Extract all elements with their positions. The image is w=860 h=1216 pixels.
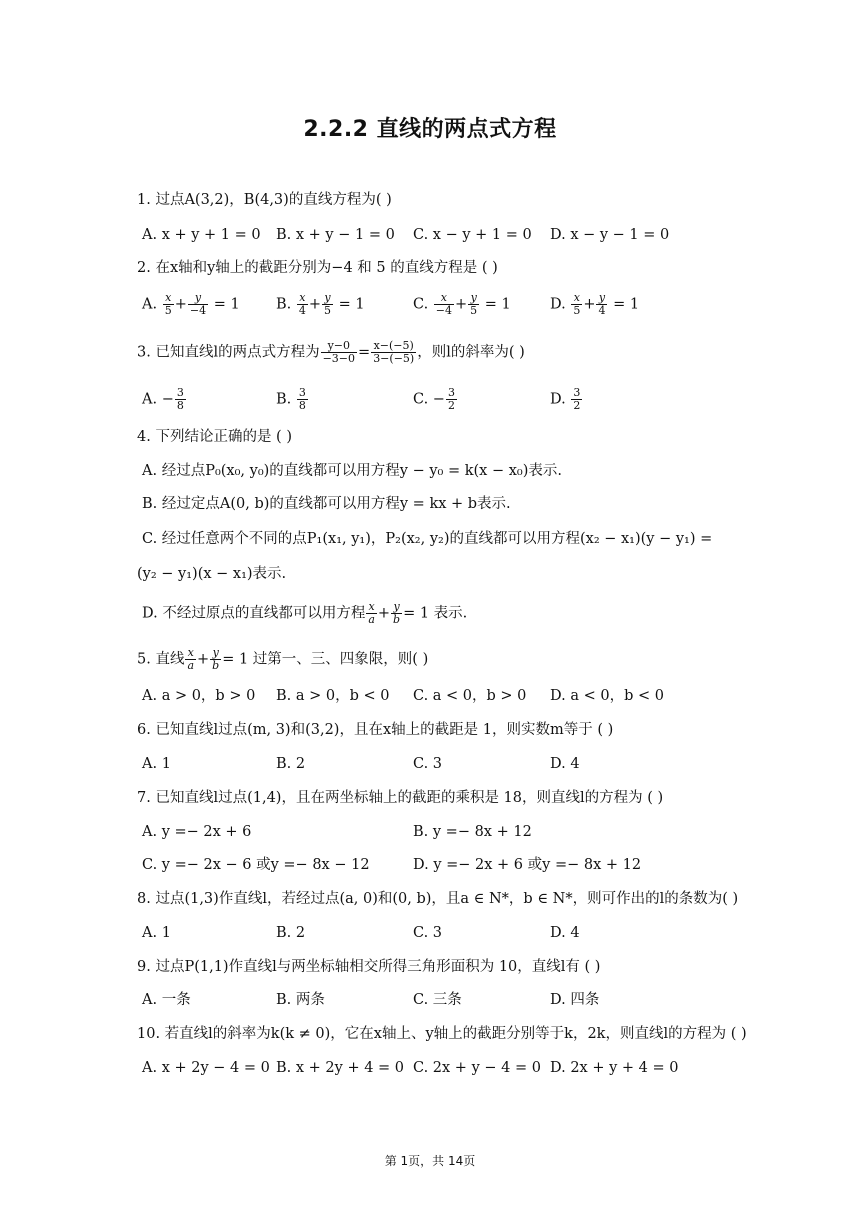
question-8-stem: 8. 过点(1,3)作直线l，若经过点(a, 0)和(0, b)，且a ∈ N*，b ∈ N*，则可作出的l的条数为( ) (137, 891, 739, 907)
q9-option-b: B. 两条 (276, 992, 325, 1008)
q2-option-d: D. $\frac{x}{5}$ + $\frac{y}{4}$ = 1 (550, 291, 640, 317)
question-7-stem: 7. 已知直线l过点(1,4)，且在两坐标轴上的截距的乘积是 18，则直线l的方程为 ( ) (137, 790, 664, 806)
q10-option-a: A. x + 2y − 4 = 0 (142, 1060, 270, 1076)
q4-option-c-line1: C. 经过任意两个不同的点P₁(x₁, y₁)，P₂(x₂, y₂)的直线都可以用方程(x₂ − x₁)(y − y₁) = (142, 531, 713, 547)
q8-option-a: A. 1 (142, 925, 171, 941)
q5-option-a: A. a > 0，b > 0 (142, 688, 256, 704)
question-3-stem: 3. 已知直线l的两点式方程为 $\frac{y-0}{-3-0}$ = $\frac{x-(-5)}{3-(-5)}$ ，则l的斜率为( ) (137, 339, 525, 365)
q4-option-d: D. 不经过原点的直线都可以用方程 $\frac{x}{a}$ + $\frac{y}{b}$ = 1 表示. (142, 600, 468, 626)
q5-option-c: C. a < 0，b > 0 (413, 688, 527, 704)
q6-option-c: C. 3 (413, 756, 443, 772)
q1-option-a: A. x + y + 1 = 0 (142, 227, 261, 243)
question-9-stem: 9. 过点P(1,1)作直线l与两坐标轴相交所得三角形面积为 10，直线l有 ( ) (137, 959, 601, 975)
question-4-stem: 4. 下列结论正确的是 ( ) (137, 429, 292, 445)
q1-option-b: B. x + y − 1 = 0 (276, 227, 395, 243)
q1-option-c: C. x − y + 1 = 0 (413, 227, 532, 243)
q7-option-a: A. y =− 2x + 6 (142, 824, 252, 840)
q6-option-a: A. 1 (142, 756, 171, 772)
q10-option-d: D. 2x + y + 4 = 0 (550, 1060, 679, 1076)
q10-option-b: B. x + 2y + 4 = 0 (276, 1060, 405, 1076)
q7-option-b: B. y =− 8x + 12 (413, 824, 532, 840)
q6-option-b: B. 2 (276, 756, 306, 772)
page-footer: 第 1页，共 14页 (384, 1154, 476, 1168)
q10-option-c: C. 2x + y − 4 = 0 (413, 1060, 541, 1076)
q2-option-c: C. $\frac{x}{-4}$ + $\frac{y}{5}$ = 1 (413, 291, 511, 317)
q5-option-d: D. a < 0，b < 0 (550, 688, 664, 704)
q4-option-a: A. 经过点P₀(x₀, y₀)的直线都可以用方程y − y₀ = k(x − x₀)表示. (142, 463, 562, 479)
q8-option-c: C. 3 (413, 925, 443, 941)
q9-option-c: C. 三条 (413, 992, 462, 1008)
q3-option-b: B. $\frac{3}{8}$ (276, 386, 306, 412)
question-6-stem: 6. 已知直线l过点(m, 3)和(3,2)，且在x轴上的截距是 1，则实数m等于 ( ) (137, 722, 614, 738)
page-title: 2.2.2 直线的两点式方程 (303, 117, 557, 142)
q7-option-c: C. y =− 2x − 6 或y =− 8x − 12 (142, 857, 370, 873)
q1-option-d: D. x − y − 1 = 0 (550, 227, 670, 243)
q3-option-d: D. $\frac{3}{2}$ (550, 386, 581, 412)
q6-option-d: D. 4 (550, 756, 580, 772)
q8-option-b: B. 2 (276, 925, 306, 941)
q3-option-a: A. − $\frac{3}{8}$ (142, 386, 184, 412)
question-2-stem: 2. 在x轴和y轴上的截距分别为−4 和 5 的直线方程是 ( ) (137, 260, 498, 276)
question-10-stem: 10. 若直线l的斜率为k(k ≠ 0)，它在x轴上、y轴上的截距分别等于k，2k，则直线l的方程为 ( ) (137, 1026, 747, 1042)
q9-option-a: A. 一条 (142, 992, 191, 1008)
q9-option-d: D. 四条 (550, 992, 600, 1008)
q8-option-d: D. 4 (550, 925, 580, 941)
q4-option-b: B. 经过定点A(0, b)的直线都可以用方程y = kx + b表示. (142, 496, 511, 512)
question-1-stem: 1. 过点A(3,2)，B(4,3)的直线方程为( ) (137, 192, 392, 208)
q2-option-b: B. $\frac{x}{4}$ + $\frac{y}{5}$ = 1 (276, 291, 365, 317)
q7-option-d: D. y =− 2x + 6 或y =− 8x + 12 (413, 857, 642, 873)
q3-option-c: C. − $\frac{3}{2}$ (413, 386, 455, 412)
question-5-stem: 5. 直线 $\frac{x}{a}$ + $\frac{y}{b}$ = 1 过第一、三、四象限，则( ) (137, 646, 429, 672)
q5-option-b: B. a > 0，b < 0 (276, 688, 390, 704)
q4-option-c-line2: (y₂ − y₁)(x − x₁)表示. (137, 566, 287, 582)
q2-option-a: A. $\frac{x}{5}$ + $\frac{y}{-4}$ = 1 (142, 291, 240, 317)
